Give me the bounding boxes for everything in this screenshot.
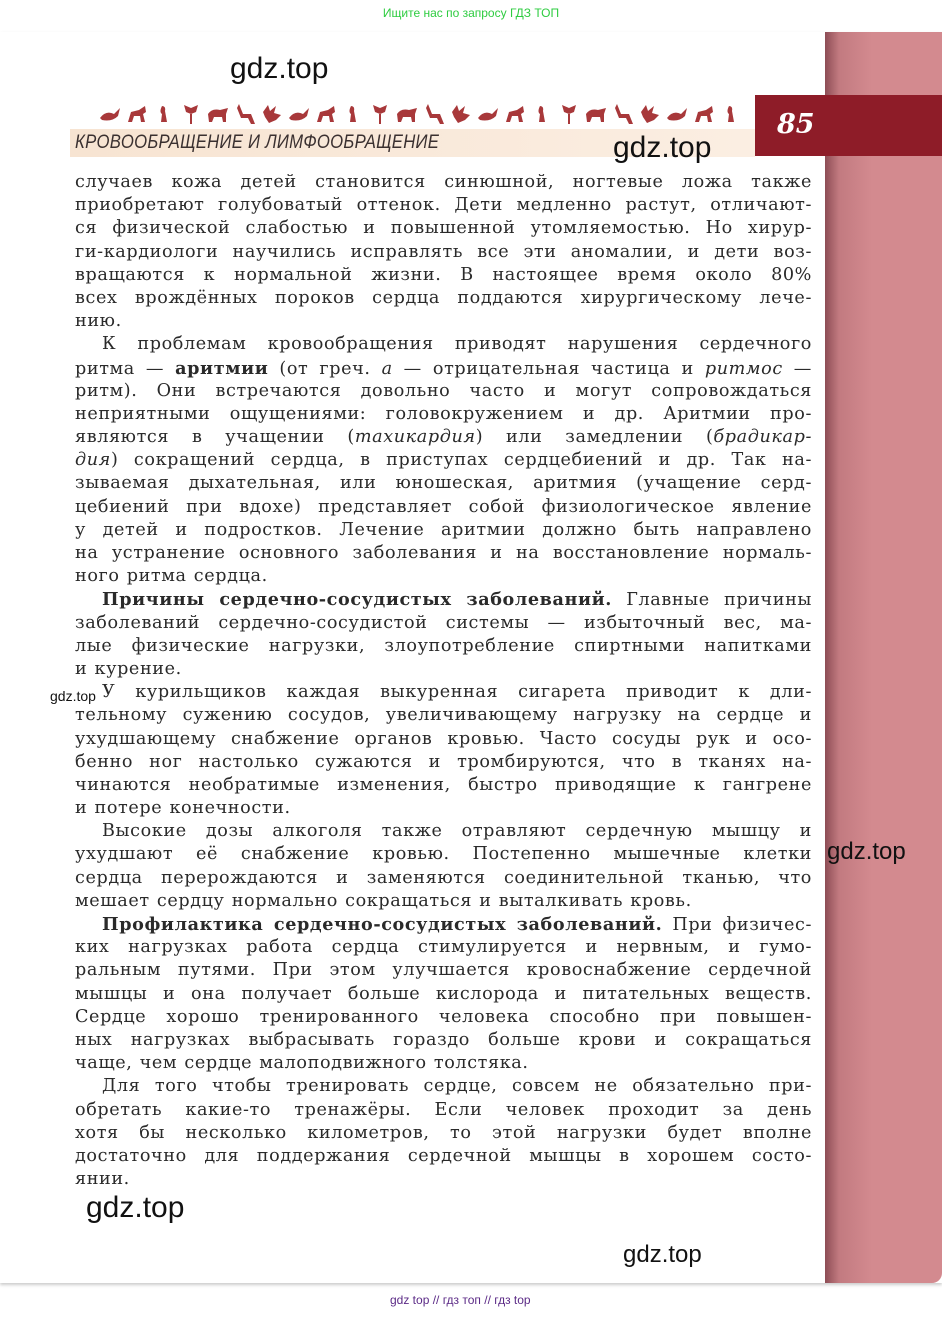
top-banner: Ищите нас по запросу ГДЗ ТОП: [382, 6, 560, 20]
text-run: цебиений при вдохе) представляет собой физиологическое явление: [75, 496, 812, 517]
footer-links: gdz top // гдз топ // гдз top: [390, 1293, 531, 1307]
watermark: gdz.top: [827, 838, 906, 865]
text-run: заболеваний сердечно-сосудистой системы — избыточный вес, ма-: [75, 612, 812, 633]
text-run: ного ритма сердца.: [75, 566, 268, 587]
text-run: ) сокращений сердца, в приступах сердцебиений и др. Так на-: [110, 450, 812, 471]
text-line: [75, 1052, 812, 1075]
animal-silhouette-icon: [530, 102, 554, 126]
text-line: [75, 1099, 812, 1122]
text-line: [75, 333, 812, 356]
text-line: [75, 449, 812, 472]
bold-term: аритмии: [175, 357, 269, 379]
animal-silhouette-icon: [665, 102, 689, 126]
watermark: gdz.top: [50, 688, 96, 704]
text-line: [75, 519, 812, 542]
text-run: вращаются к нормальной жизни. В настоящее время около 80%: [75, 264, 812, 285]
text-run: ухудшают её снабжение кровью. Постепенно мышечные клетки: [75, 844, 812, 865]
text-line: [75, 913, 812, 936]
animal-silhouette-icon: [638, 102, 662, 126]
page-edge-band: [825, 32, 942, 1283]
animal-silhouette-icon: [152, 102, 176, 126]
italic-term: ритмос: [704, 358, 783, 379]
bold-term: Профилактика сердечно-сосудистых заболеваний.: [102, 914, 663, 935]
text-line: [75, 890, 812, 913]
text-run: (от греч.: [268, 358, 382, 379]
text-run: мешает сердцу нормально сокращаться и выталкивать кровь.: [75, 890, 692, 911]
text-run: и курение.: [75, 658, 182, 679]
text-run: на устранение основного заболевания и на восстановление нормаль-: [75, 543, 812, 563]
animal-silhouette-icon: [719, 102, 743, 126]
text-run: случаев кожа детей становится синюшной, ногтевые ложа также: [75, 172, 812, 192]
text-line: [75, 1168, 812, 1191]
text-line: [75, 612, 812, 635]
text-run: У курильщиков каждая выкуренная сигарета приводит к дли-: [102, 682, 812, 703]
text-line: [75, 542, 812, 565]
text-line: [75, 264, 812, 287]
text-run: хотя бы несколько километров, то этой нагрузки будет вполне: [75, 1122, 812, 1143]
text-line: [75, 728, 812, 751]
animal-silhouette-icon: [422, 102, 446, 126]
text-line: [75, 1029, 812, 1052]
text-run: —: [782, 358, 812, 379]
animal-silhouette-icon: [314, 102, 338, 126]
animal-silhouette-icon: [233, 102, 257, 126]
watermark: gdz.top: [613, 131, 712, 164]
text-run: ся физической слабостью и повышенной утомляемостью. Но хирур-: [75, 218, 812, 239]
animal-silhouette-icon: [287, 102, 311, 126]
text-run: Главные причины: [612, 590, 813, 611]
animal-silhouette-icon: [260, 102, 284, 126]
watermark: gdz.top: [230, 52, 329, 85]
text-line: [75, 403, 812, 426]
text-run: ухудшающему снабжение органов кровью. Часто сосуды рук и осо-: [75, 728, 812, 749]
text-line: [75, 472, 812, 495]
text-line: [75, 241, 812, 264]
watermark: gdz.top: [623, 1241, 702, 1268]
text-line: [75, 287, 812, 310]
animal-silhouette-icon: [476, 102, 500, 126]
text-line: [75, 194, 812, 217]
text-line: [75, 959, 812, 982]
text-line: [75, 681, 812, 704]
text-run: мышцы и она получает больше кислорода и питательных веществ.: [75, 983, 812, 1004]
bold-term: Причины сердечно-сосудистых заболеваний.: [102, 589, 612, 611]
watermark: gdz.top: [86, 1191, 185, 1224]
text-run: ритм). Они встречаются довольно часто и могут сопровождаться: [75, 380, 812, 401]
text-run: ритма —: [75, 358, 176, 379]
text-line: [75, 751, 812, 774]
text-line: [75, 380, 812, 403]
text-run: лые физические нагрузки, злоупотребление спиртными напитками: [75, 635, 812, 656]
section-title: КРОВООБРАЩЕНИЕ И ЛИМФООБРАЩЕНИЕ: [75, 132, 440, 153]
text-line: [75, 658, 812, 681]
text-run: являются в учащении (: [75, 427, 355, 448]
text-line: [75, 936, 812, 959]
text-run: Высокие дозы алкоголя также отравляют сердечную мышцу и: [102, 821, 812, 842]
text-line: [75, 1122, 812, 1145]
text-line: [75, 867, 812, 890]
text-run: ги-кардиологи научились исправлять все эти аномалии, и дети воз-: [75, 241, 812, 262]
text-run: приобретают голубоватый оттенок. Дети медленно растут, отличают-: [75, 195, 812, 216]
italic-term: брадикар-: [713, 427, 812, 448]
animal-silhouette-icon: [611, 102, 635, 126]
text-run: бенно ног настолько сужаются и тромбируются, что в тканях на-: [75, 751, 812, 772]
page-number-box: [755, 95, 942, 156]
animal-silhouette-icon: [98, 102, 122, 126]
text-run: При физичес-: [662, 915, 812, 935]
text-run: достаточно для поддержания сердечной мышцы в хорошем состо-: [75, 1145, 812, 1166]
page-number: 85: [777, 109, 815, 140]
body-text: [75, 171, 812, 1191]
animal-silhouette-icon: [341, 102, 365, 126]
text-line: [75, 1075, 812, 1098]
text-line: [75, 357, 812, 380]
text-line: [75, 820, 812, 843]
animal-silhouette-icon: [503, 102, 527, 126]
text-run: Сердце хорошо тренированного человека способно при повышен-: [75, 1006, 812, 1027]
animal-silhouette-icon: [557, 102, 581, 126]
text-line: [75, 565, 812, 588]
text-line: [75, 426, 812, 449]
text-line: [75, 843, 812, 866]
text-run: чаще, чем сердце малоподвижного толстяка.: [75, 1053, 529, 1074]
text-run: обретать какие-то тренажёры. Если человек проходит за день: [75, 1099, 812, 1120]
animal-silhouette-icon: [395, 102, 419, 126]
text-line: [75, 635, 812, 658]
text-run: ральным путями. При этом улучшается кровоснабжение сердечной: [75, 960, 812, 981]
text-run: ) или замедлении (: [475, 427, 714, 448]
text-line: [75, 217, 812, 240]
text-line: [75, 774, 812, 797]
italic-term: дия: [75, 450, 111, 471]
italic-term: а: [381, 358, 393, 379]
text-run: зываемая дыхательная, или юношеская, аритмия (учащение серд-: [75, 473, 812, 494]
text-line: [75, 171, 812, 194]
text-run: чинаются необратимые изменения, быстро приводящие к гангрене: [75, 774, 812, 795]
text-run: ных нагрузках выбрасывать гораздо больше крови и сокращаться: [75, 1029, 812, 1050]
animal-silhouette-icon: [584, 102, 608, 126]
text-line: [75, 310, 812, 333]
animal-ornament-row: [98, 98, 743, 126]
text-line: [75, 1145, 812, 1168]
text-run: — отрицательная частица и: [392, 358, 705, 379]
text-run: К проблемам кровообращения приводят нарушения сердечного: [102, 334, 812, 355]
italic-term: тахикардия: [354, 427, 476, 448]
text-line: [75, 588, 812, 611]
text-run: сердца перерождаются и заменяются соединительной тканью, что: [75, 867, 812, 888]
text-line: [75, 983, 812, 1006]
text-run: всех врождённых пороков сердца поддаются хирургическому лече-: [75, 287, 812, 308]
animal-silhouette-icon: [206, 102, 230, 126]
animal-silhouette-icon: [692, 102, 716, 126]
animal-silhouette-icon: [449, 102, 473, 126]
text-line: [75, 704, 812, 727]
text-run: ких нагрузках работа сердца стимулируется и нервным, и гумо-: [75, 937, 812, 958]
text-run: тельному сужению сосудов, увеличивающему нагрузку на сердце и: [75, 705, 812, 726]
text-run: у детей и подростков. Лечение аритмии должно быть направлено: [75, 519, 812, 540]
text-line: [75, 797, 812, 820]
text-run: Для того чтобы тренировать сердце, совсем не обязательно при-: [102, 1076, 812, 1097]
text-run: и потере конечности.: [75, 798, 291, 819]
animal-silhouette-icon: [125, 102, 149, 126]
text-run: нию.: [75, 311, 122, 332]
text-line: [75, 1006, 812, 1029]
animal-silhouette-icon: [179, 102, 203, 126]
text-run: янии.: [75, 1169, 130, 1190]
animal-silhouette-icon: [368, 102, 392, 126]
text-line: [75, 496, 812, 519]
text-run: неприятными ощущениями: головокружением и др. Аритмии про-: [75, 403, 812, 424]
